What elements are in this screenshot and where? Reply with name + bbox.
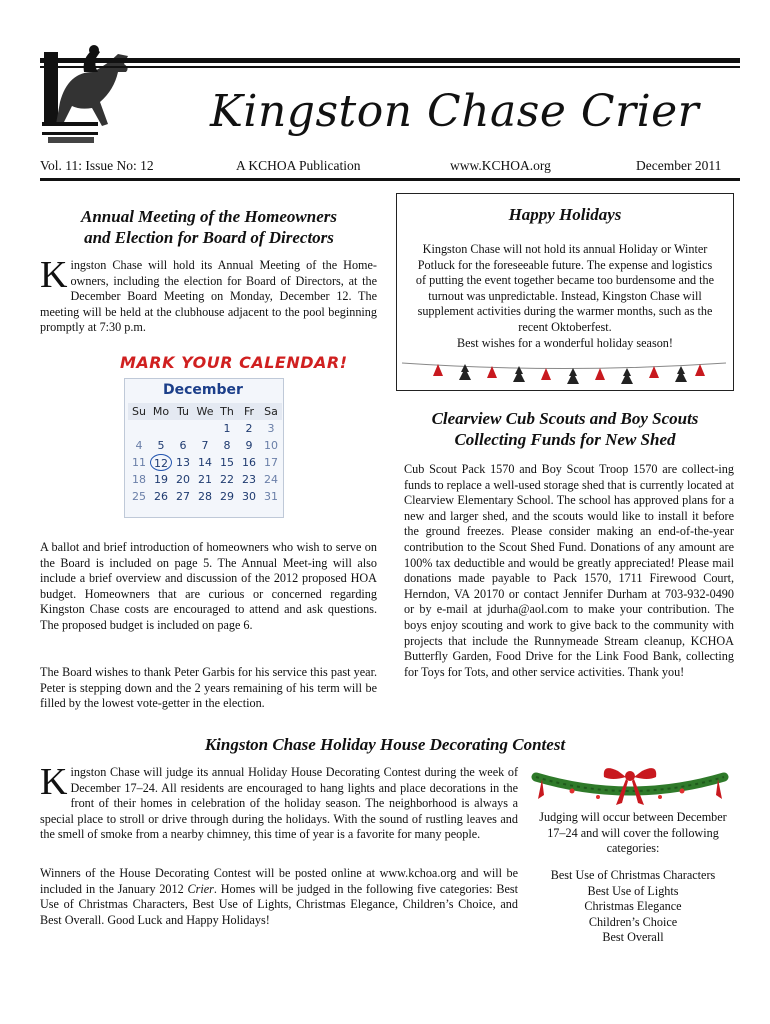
annual-meeting-para3: The Board wishes to thank Peter Garbis for his service this past year. Peter is stepping down and the 2 years remaining of his term will be filled by the lowest vote-getter in the election. bbox=[40, 665, 377, 711]
calendar-day: 18 bbox=[132, 473, 146, 486]
calendar-day bbox=[194, 420, 216, 437]
annual-meeting-intro bbox=[40, 254, 377, 336]
calendar-day: 8 bbox=[223, 439, 231, 452]
calendar-day: 4 bbox=[135, 439, 143, 452]
scouts-heading bbox=[396, 408, 734, 450]
decorating-para2 bbox=[40, 866, 518, 928]
category-item: Best Use of Christmas Characters bbox=[550, 868, 716, 882]
issue-date: December 2011 bbox=[636, 158, 722, 173]
newsletter-title: Kingston Chase Crier bbox=[210, 86, 700, 137]
calendar-day: 3 bbox=[267, 422, 275, 435]
masthead-rule bbox=[40, 58, 740, 63]
masthead-underline bbox=[40, 178, 740, 181]
calendar-day: 14 bbox=[198, 456, 212, 469]
calendar-weekday: Sa bbox=[260, 403, 282, 420]
decorating-para2-text-b: . Homes will be judged in the following five categories: Best Use of Christmas Characters, Best Use of Lights, Christmas Elegance, Children’s Choice, and Best Overall. Good Luck and Happy Holidays! bbox=[40, 881, 518, 927]
holiday-wishes: Best wishes for a wonderful holiday season! bbox=[457, 335, 673, 350]
calendar-day: 27 bbox=[176, 490, 190, 503]
volume-label: Vol. 11: Issue No: 12 bbox=[40, 158, 154, 173]
crier-italic: Crier bbox=[187, 881, 214, 896]
scouts-heading-line2: Collecting Funds for New Shed bbox=[454, 430, 676, 449]
calendar-week-row bbox=[128, 454, 282, 471]
calendar-week-row bbox=[128, 488, 282, 505]
calendar-day: 9 bbox=[245, 439, 253, 452]
calendar-month: December bbox=[163, 382, 243, 398]
category-item: Best Use of Lights bbox=[587, 883, 679, 898]
calendar-day: 10 bbox=[264, 439, 278, 452]
calendar-day: 16 bbox=[242, 456, 256, 469]
calendar-day bbox=[172, 420, 194, 437]
calendar-day: 23 bbox=[242, 473, 256, 486]
happy-holidays-body bbox=[397, 225, 733, 351]
annual-meeting-heading-line2: and Election for Board of Directors bbox=[84, 228, 334, 247]
calendar-weekday-row bbox=[128, 403, 282, 420]
annual-meeting-para2: A ballot and brief introduction of homeowners who wish to serve on the Board is included on page 5. The Annual Meet-ing will also include a brief overview and discussion of the 2012 proposed HOA budget. Homeowners that are curious or concerned regarding Kingston Chase costs are encouraged to attend and ask questions. The proposed budget is included on page 6. bbox=[40, 540, 377, 632]
calendar-weekday: Fr bbox=[238, 403, 260, 420]
calendar-weekday: We bbox=[194, 403, 216, 420]
calendar-day: 15 bbox=[220, 456, 234, 469]
calendar-day: 20 bbox=[176, 473, 190, 486]
calendar-day: 31 bbox=[264, 490, 278, 503]
calendar-day bbox=[128, 420, 150, 437]
calendar-day bbox=[150, 420, 172, 437]
calendar-day-circled: 12 bbox=[150, 454, 172, 471]
category-item: Best Overall bbox=[602, 930, 664, 945]
decorating-para1-text: ingston Chase will judge its annual Holiday House Decorating Contest during the week of December 17–24. All residents are encouraged to hang lights and place decorations in the front of their homes in celebration of the holiday season. The neighborhood is always a special place to stroll or drive through during the holidays. With the sound of rustling leaves and the smell of smoke from a nearby chimney, this time of year is a favorite for many people. bbox=[40, 765, 518, 842]
calendar-day: 5 bbox=[157, 439, 165, 452]
calendar-week-row bbox=[128, 420, 282, 437]
calendar-weekday: Su bbox=[128, 403, 150, 420]
category-item: Children’s Choice bbox=[588, 914, 678, 929]
annual-meeting-heading bbox=[40, 206, 378, 248]
judging-note: Judging will occur between December 17–24 and will cover the following categories: bbox=[539, 810, 727, 856]
decorating-para1 bbox=[40, 761, 518, 843]
happy-holidays-heading: Happy Holidays bbox=[508, 205, 622, 224]
december-calendar bbox=[124, 378, 284, 518]
annual-meeting-heading-line1: Annual Meeting of the Homeowners bbox=[81, 207, 337, 226]
calendar-day: 7 bbox=[201, 439, 209, 452]
annual-meeting-intro-text: ingston Chase will hold its Annual Meeting of the Home-owners, including the election for Board of Directors, at the December Board Meeting on Monday, December 12. The meeting will be held at the clubhouse adjacent to the pool beginning promptly at 7:30 p.m. bbox=[40, 258, 377, 335]
calendar-day: 11 bbox=[132, 456, 146, 469]
category-list bbox=[530, 868, 736, 946]
scouts-body: Cub Scout Pack 1570 and Boy Scout Troop 1570 are collect-ing funds to replace a well-used storage shed that is currently located at Clearview Elementary School. The school has approved plans for a new and larger shed, and the scouts would like to install it before the ground freezes. Please consider making an end-of-the-year contribution to the Scout Shed Fund. Donations of any amount are 100% tax deductible and would be greatly appreciated! Please mail donations made payable to Pack 1570, 1711 Firewood Court, Herndon, VA 20170 or contact Jennifer Durham at 703-932-0490 or by e-mail at jdurha@aol.com to make your contribution. The boys enjoy scouting and work to give back to the community with projects that include the Runnymeade Stream cleanup, KCHOA Butterfly Garden, Food Drive for the Link Food Bank, collecting for Toys for Tots, and other service activities. Thank you! bbox=[404, 462, 734, 679]
calendar-grid bbox=[128, 403, 282, 505]
calendar-day: 22 bbox=[220, 473, 234, 486]
ornament-string-icon bbox=[400, 360, 728, 388]
category-item: Christmas Elegance bbox=[584, 899, 682, 914]
calendar-day: 24 bbox=[264, 473, 278, 486]
publisher-label: A KCHOA Publication bbox=[236, 158, 361, 173]
calendar-day: 13 bbox=[176, 456, 190, 469]
calendar-day: 17 bbox=[264, 456, 278, 469]
calendar-day: 30 bbox=[242, 490, 256, 503]
website-link[interactable]: www.KCHOA.org bbox=[450, 158, 551, 173]
dropcap-k: K bbox=[40, 254, 68, 296]
calendar-day: 28 bbox=[198, 490, 212, 503]
calendar-day: 29 bbox=[220, 490, 234, 503]
decorating-heading: Kingston Chase Holiday House Decorating Contest bbox=[204, 735, 566, 754]
calendar-day: 26 bbox=[154, 490, 168, 503]
calendar-day: 6 bbox=[179, 439, 187, 452]
calendar-week-row bbox=[128, 437, 282, 454]
calendar-day: 19 bbox=[154, 473, 168, 486]
mark-your-calendar-banner bbox=[118, 348, 348, 374]
dropcap-k: K bbox=[40, 761, 68, 803]
calendar-week-row bbox=[128, 471, 282, 488]
decorating-para2-text-a: Winners of the House Decorating Contest will be posted online at www.kchoa.org and will be included in the January 2012 bbox=[40, 866, 518, 896]
calendar-day: 1 bbox=[223, 422, 231, 435]
calendar-weekday: Tu bbox=[172, 403, 194, 420]
calendar-day: 21 bbox=[198, 473, 212, 486]
calendar-weekday: Th bbox=[216, 403, 238, 420]
calendar-day: 25 bbox=[132, 490, 146, 503]
calendar-day: 2 bbox=[245, 422, 253, 435]
masthead-rule-thin bbox=[40, 66, 740, 68]
calendar-weekday: Mo bbox=[150, 403, 172, 420]
banner-text: MARK YOUR CALENDAR! bbox=[120, 353, 348, 372]
scouts-heading-line1: Clearview Cub Scouts and Boy Scouts bbox=[431, 409, 699, 428]
happy-holidays-text: Kingston Chase will not hold its annual Holiday or Winter Potluck for the foreseeable future. The expense and logistics of putting the event together became too burdensome and the turnout was unpredictable. Instead, Kingston Chase will supplement activities during the warmer months, such as the recent Oktoberfest. bbox=[415, 242, 715, 334]
